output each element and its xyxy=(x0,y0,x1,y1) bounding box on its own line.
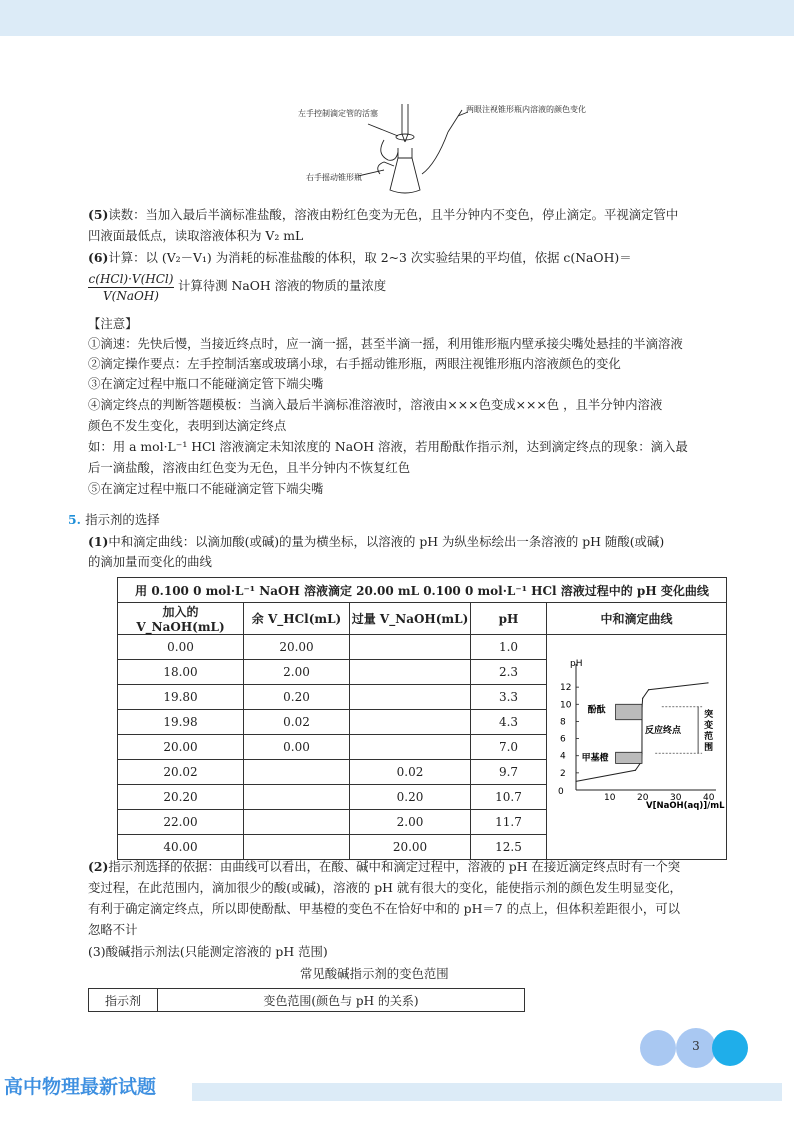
header-naoh-excess: 过量 V_NaOH(mL) xyxy=(350,603,471,635)
table-cell: 0.02 xyxy=(350,760,471,785)
figure-right-label: 两眼注视锥形瓶内溶液的颜色变化 xyxy=(466,105,586,114)
endpoint-label: 反应终点 xyxy=(645,726,682,736)
table-cell: 20.00 xyxy=(244,635,350,660)
para-5-line2: 凹液面最低点，读取溶液体积为 V₂ mL xyxy=(88,228,304,243)
figure-left-label: 左手控制滴定管的活塞 xyxy=(298,109,378,118)
titration-curve-chart xyxy=(546,656,726,816)
jump-range-char: 范 xyxy=(704,731,714,742)
table-cell: 22.00 xyxy=(118,810,244,835)
table-cell: 20.02 xyxy=(118,760,244,785)
table-cell: 1.0 xyxy=(471,635,547,660)
data-point xyxy=(642,698,643,699)
table-cell xyxy=(350,635,471,660)
note-5: ⑤在滴定过程中瓶口不能碰滴定管下端尖嘴 xyxy=(88,481,324,496)
table-cell: 7.0 xyxy=(471,735,547,760)
para-6-line2: 计算待测 NaOH 溶液的物质的量浓度 xyxy=(178,278,387,293)
x-tick-label: 40 xyxy=(703,793,715,803)
data-point xyxy=(575,781,576,782)
table-cell: 2.00 xyxy=(244,660,350,685)
data-point xyxy=(648,689,649,690)
y-tick-label: 12 xyxy=(560,683,572,694)
table-cell: 10.7 xyxy=(471,785,547,810)
table-cell: 0.00 xyxy=(244,735,350,760)
header-ph: pH xyxy=(471,603,547,635)
table-cell xyxy=(350,685,471,710)
page-number-badge xyxy=(640,1028,752,1068)
origin-label: 0 xyxy=(558,787,564,797)
table-cell: 20.00 xyxy=(350,835,471,860)
concentration-fraction xyxy=(88,272,174,303)
jump-range-char: 突 xyxy=(704,709,714,720)
indicator-table xyxy=(88,988,525,1012)
y-axis-label: pH xyxy=(570,659,583,669)
para-3: (3)酸碱指示剂法(只能测定溶液的 pH 范围) xyxy=(88,944,328,959)
y-tick-label: 10 xyxy=(560,700,572,711)
note-1: ①滴速：先快后慢，当接近终点时，应一滴一摇，甚至半滴一摇，利用锥形瓶内壁承接尖嘴处悬挂的半滴溶液 xyxy=(88,336,683,351)
table-cell: 2.00 xyxy=(350,810,471,835)
table-cell: 19.80 xyxy=(118,685,244,710)
table-cell: 0.00 xyxy=(118,635,244,660)
data-point xyxy=(635,770,636,771)
table-cell: 0.20 xyxy=(350,785,471,810)
x-axis-label: V[NaOH(aq)]/mL xyxy=(646,801,725,811)
note-2: ②滴定操作要点：左手控制活塞或玻璃小球，右手摇动锥形瓶，两眼注视锥形瓶内溶液颜色的变化 xyxy=(88,356,621,371)
para-1-line2: 的滴加量而变化的曲线 xyxy=(88,554,212,569)
table-cell: 11.7 xyxy=(471,810,547,835)
header-curve: 中和滴定曲线 xyxy=(547,603,727,635)
note-3: ③在滴定过程中瓶口不能碰滴定管下端尖嘴 xyxy=(88,376,324,391)
footer-band xyxy=(192,1083,782,1101)
table-cell xyxy=(244,810,350,835)
data-point xyxy=(707,682,708,683)
indicator-header: 指示剂 xyxy=(89,989,158,1012)
table-cell: 9.7 xyxy=(471,760,547,785)
header-band xyxy=(0,0,794,36)
para-2-line4: 忽略不计 xyxy=(88,922,138,937)
note-4-line1: ④滴定终点的判断答题模板：当滴入最后半滴标准溶液时，溶液由×××色变成×××色 ，且半分钟内溶液 xyxy=(88,397,663,412)
phenolphthalein-range-box xyxy=(616,704,642,719)
para-2-line2: 变过程，在此范围内，滴加很少的酸(或碱)，溶液的 pH 就有很大的变化，能使指示剂的颜色发生明显变化， xyxy=(88,880,682,895)
para-5-line1: (5)读数：当加入最后半滴标准盐酸，溶液由粉红色变为无色，且半分钟内不变色，停止滴定。平视滴定管中 xyxy=(88,207,679,222)
table-cell: 4.3 xyxy=(471,710,547,735)
table-cell xyxy=(244,760,350,785)
table-cell: 0.20 xyxy=(244,685,350,710)
note-heading: 【注意】 xyxy=(88,316,138,331)
note-4-line2: 颜色不发生变化，表明到达滴定终点 xyxy=(88,418,287,433)
note-4-example2: 后一滴盐酸，溶液由红色变为无色，且半分钟内不恢复红色 xyxy=(88,460,411,475)
y-tick-label: 4 xyxy=(560,751,566,762)
para-1-line1: (1)中和滴定曲线：以滴加酸(或碱)的量为横坐标，以溶液的 pH 为纵坐标绘出一条溶液的 pH 随酸(或碱) xyxy=(88,534,665,549)
y-tick-label: 2 xyxy=(560,768,566,779)
table-cell xyxy=(350,735,471,760)
indicator-table-caption: 常见酸碱指示剂的变色范围 xyxy=(300,966,449,981)
x-tick-label: 10 xyxy=(604,793,616,803)
y-tick-label: 8 xyxy=(560,717,566,728)
x-tick-label: 30 xyxy=(670,793,682,803)
y-tick-label: 6 xyxy=(560,734,566,745)
section-5-heading: 5. 指示剂的选择 xyxy=(68,512,160,527)
table-cell xyxy=(350,660,471,685)
page-number: 3 xyxy=(692,1039,700,1053)
fraction-numerator: c(HCl)·V(HCl) xyxy=(88,272,174,286)
titration-figure xyxy=(298,104,586,200)
table-cell xyxy=(350,710,471,735)
table-cell: 40.00 xyxy=(118,835,244,860)
para-6-line1: (6)计算：以 (V₂－V₁) 为消耗的标准盐酸的体积，取 2~3 次实验结果的平均值，依据 c(NaOH)＝ xyxy=(88,250,632,265)
table-cell: 20.20 xyxy=(118,785,244,810)
jump-range-char: 变 xyxy=(704,720,714,731)
note-4-example1: 如：用 a mol·L⁻¹ HCl 溶液滴定未知浓度的 NaOH 溶液，若用酚酞作指示剂，达到滴定终点的现象：滴入最 xyxy=(88,439,688,454)
table-cell: 0.02 xyxy=(244,710,350,735)
fraction-denominator: V(NaOH) xyxy=(103,289,159,303)
table-cell xyxy=(244,835,350,860)
figure-bottom-label: 右手摇动锥形瓶 xyxy=(306,173,362,182)
table-cell: 19.98 xyxy=(118,710,244,735)
methyl-orange-range-box xyxy=(616,752,642,763)
table-title: 用 0.100 0 mol·L⁻¹ NaOH 溶液滴定 20.00 mL 0.100 0 mol·L⁻¹ HCl 溶液过程中的 pH 变化曲线 xyxy=(118,578,727,603)
jump-range-char: 围 xyxy=(704,742,714,753)
table-cell xyxy=(244,785,350,810)
watermark-text: 高中物理最新试题 xyxy=(4,1076,157,1098)
color-range-header: 变色范围(颜色与 pH 的关系) xyxy=(158,989,525,1012)
table-cell: 18.00 xyxy=(118,660,244,685)
header-hcl-remaining: 余 V_HCl(mL) xyxy=(244,603,350,635)
x-tick-label: 20 xyxy=(637,793,649,803)
methyl-orange-label: 甲基橙 xyxy=(581,753,609,764)
table-cell: 20.00 xyxy=(118,735,244,760)
para-2-line1: (2)指示剂选择的依据：由曲线可以看出，在酸、碱中和滴定过程中，溶液的 pH 在接近滴定终点时有一个突 xyxy=(88,859,681,874)
phenolphthalein-label: 酚酞 xyxy=(587,705,606,716)
table-cell: 3.3 xyxy=(471,685,547,710)
header-naoh-added: 加入的 V_NaOH(mL) xyxy=(118,603,244,635)
table-cell: 2.3 xyxy=(471,660,547,685)
para-2-line3: 有利于确定滴定终点，所以即使酚酞、甲基橙的变色不在恰好中和的 pH＝7 的点上，但体积差距很小，可以 xyxy=(88,901,681,916)
table-cell: 12.5 xyxy=(471,835,547,860)
